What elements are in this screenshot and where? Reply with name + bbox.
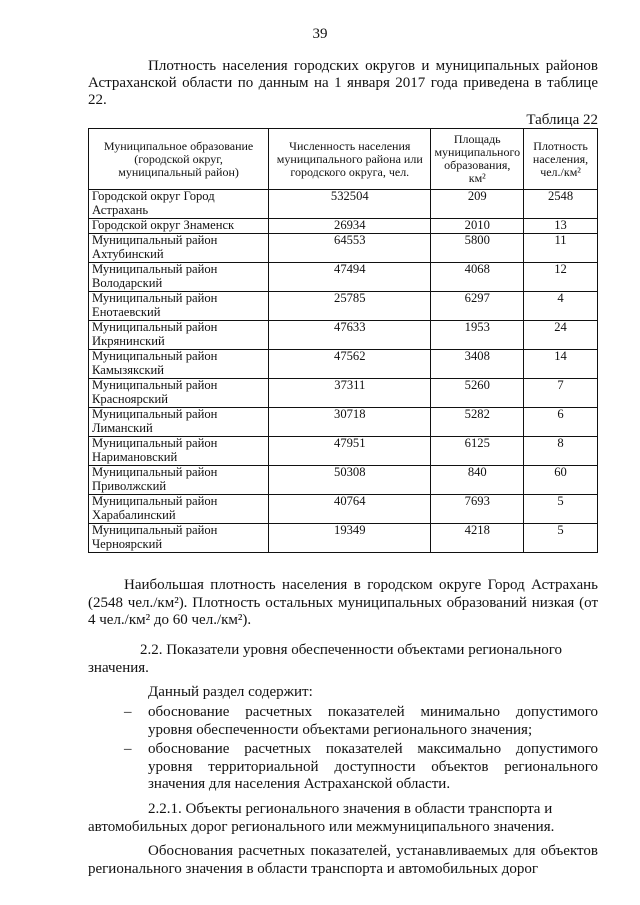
cell-name: Муниципальный район Енотаевский [89,292,269,321]
cell-area: 840 [431,466,524,495]
cell-population: 47951 [269,437,431,466]
bullet-dash: – [124,741,132,757]
table-row [89,379,598,408]
cell-population: 47494 [269,263,431,292]
cell-name: Муниципальный район Приволжский [89,466,269,495]
header-density: Плотность населения, чел./км² [524,129,598,190]
table-header-row [89,129,598,190]
cell-area: 7693 [431,495,524,524]
cell-population: 37311 [269,379,431,408]
cell-area: 6297 [431,292,524,321]
cell-area: 209 [431,190,524,219]
list-item [126,704,598,739]
cell-name: Муниципальный район Красноярский [89,379,269,408]
cell-density: 24 [524,321,598,350]
cell-population: 64553 [269,234,431,263]
table-row [89,437,598,466]
table-row [89,321,598,350]
cell-density: 7 [524,379,598,408]
table-row [89,408,598,437]
table-row [89,292,598,321]
list-item-text: обоснование расчетных показателей максимально допустимого уровня территориальной доступности объектов регионального значения для населения Астраханской области. [148,741,598,792]
cell-density: 2548 [524,190,598,219]
intro-text: Плотность населения городских округов и муниципальных районов Астраханской области по данным на 1 января 2017 года приведена в таблице 22. [88,58,598,108]
table-row [89,263,598,292]
cell-name: Муниципальный район Харабалинский [89,495,269,524]
table-row [89,350,598,379]
header-municipality: Муниципальное образование (городской округ, муниципальный район) [89,129,269,190]
cell-name: Муниципальный район Ахтубинский [89,234,269,263]
section-2-2-1-heading: 2.2.1. Объекты регионального значения в области транспорта и автомобильных дорог регионального или межмуниципального значения. [88,801,555,835]
density-summary-paragraph: Наибольшая плотность населения в городском округе Город Астрахань (2548 чел./км²). Плотность остальных муниципальных образований низкая (от 4 чел./км² до 60 чел./км²). [88,577,598,628]
last-paragraph: Обоснования расчетных показателей, устанавливаемых для объектов регионального значения в области транспорта и автомобильных дорог [88,843,598,877]
cell-density: 60 [524,466,598,495]
table-row [89,466,598,495]
cell-population: 47633 [269,321,431,350]
cell-population: 26934 [269,219,431,234]
cell-name: Городской округ Знаменск [89,219,269,234]
table-row [89,495,598,524]
table-row [89,219,598,234]
cell-population: 30718 [269,408,431,437]
cell-density: 13 [524,219,598,234]
cell-name: Городской округ Город Астрахань [89,190,269,219]
cell-population: 50308 [269,466,431,495]
cell-area: 5282 [431,408,524,437]
header-population: Численность населения муниципального района или городского округа, чел. [269,129,431,190]
cell-area: 1953 [431,321,524,350]
cell-name: Муниципальный район Володарский [89,263,269,292]
bullet-dash: – [124,704,132,720]
cell-area: 5800 [431,234,524,263]
cell-density: 5 [524,495,598,524]
table-row [89,234,598,263]
page-number: 39 [312,26,328,42]
section-2-2-heading: 2.2. Показатели уровня обеспеченности объектами регионального значения. [88,642,562,676]
table-row [89,190,598,219]
table-label: Таблица 22 [526,112,598,128]
cell-density: 6 [524,408,598,437]
header-area: Площадь муниципального образования, км² [431,129,524,190]
cell-name: Муниципальный район Черноярский [89,524,269,553]
cell-population: 47562 [269,350,431,379]
cell-density: 4 [524,292,598,321]
table-row [89,524,598,553]
cell-name: Муниципальный район Наримановский [89,437,269,466]
cell-population: 40764 [269,495,431,524]
cell-area: 6125 [431,437,524,466]
cell-area: 2010 [431,219,524,234]
cell-area: 4218 [431,524,524,553]
cell-density: 8 [524,437,598,466]
cell-name: Муниципальный район Лиманский [89,408,269,437]
cell-name: Муниципальный район Икрянинский [89,321,269,350]
cell-density: 12 [524,263,598,292]
cell-population: 25785 [269,292,431,321]
cell-area: 4068 [431,263,524,292]
section-contains-label: Данный раздел содержит: [148,684,313,700]
cell-density: 11 [524,234,598,263]
cell-name: Муниципальный район Камызякский [89,350,269,379]
list-item-text: обоснование расчетных показателей минимально допустимого уровня обеспеченности объектами регионального значения; [148,704,598,738]
cell-density: 14 [524,350,598,379]
cell-population: 532504 [269,190,431,219]
intro-paragraph [88,58,598,109]
cell-area: 5260 [431,379,524,408]
cell-density: 5 [524,524,598,553]
population-density-table [88,128,598,553]
cell-area: 3408 [431,350,524,379]
list-item [126,741,598,794]
cell-population: 19349 [269,524,431,553]
